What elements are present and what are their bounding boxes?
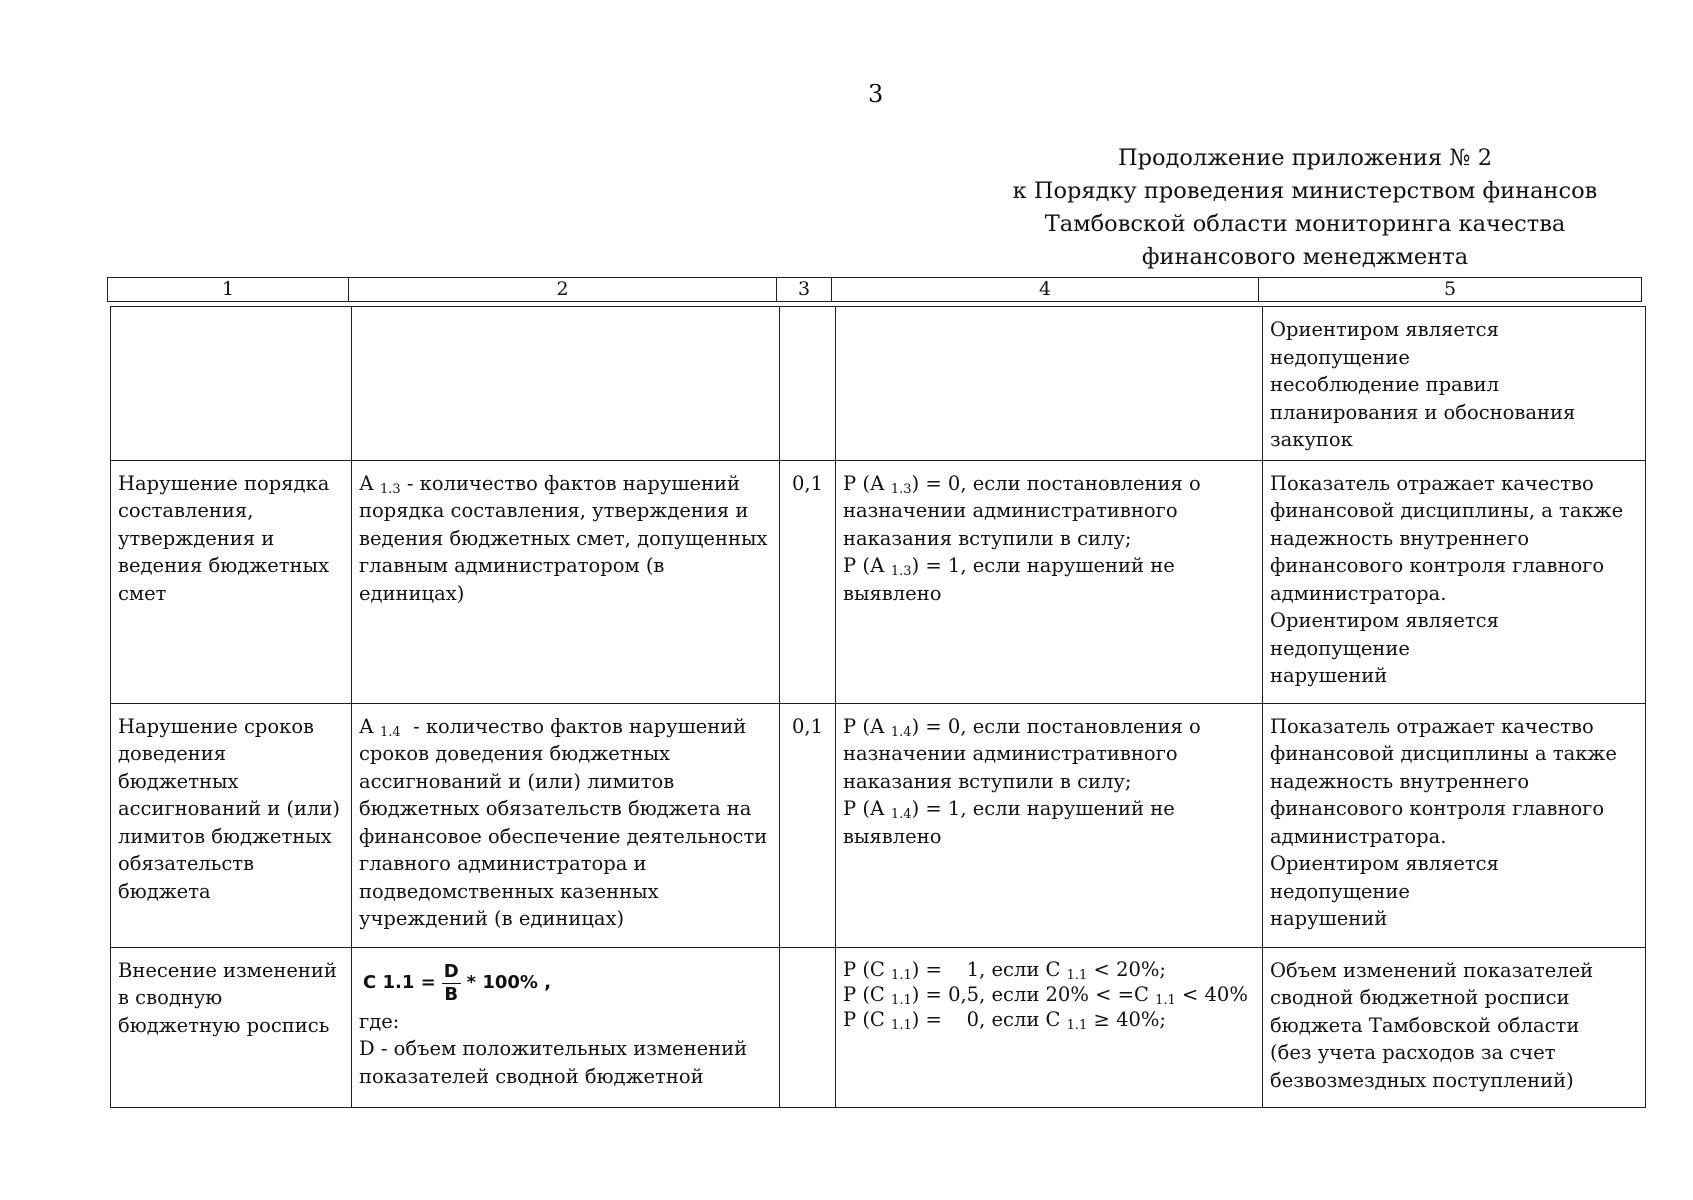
subscript: 1.1 — [891, 967, 912, 983]
calculation-line: D - объем положительных изменений — [359, 1037, 748, 1060]
weight-cell: 0,1 — [780, 460, 836, 703]
header-line: к Порядку проведения министерством финансов — [1012, 178, 1598, 204]
subscript: 1.4 — [890, 807, 912, 822]
scoring-cell — [836, 947, 1263, 1107]
comment-line: бюджета Тамбовской области — [1270, 1013, 1580, 1037]
column-number: 1 — [108, 278, 349, 302]
indicator-name-line: обязательств бюджета — [118, 852, 255, 903]
calculation-text: - количество фактов нарушений — [400, 714, 747, 738]
subscript: 1.3 — [890, 481, 912, 497]
calculation-cell — [352, 703, 780, 947]
scoring-line — [843, 957, 1255, 982]
scoring-line — [843, 795, 1255, 823]
comment-line: (без учета расходов за счет — [1270, 1041, 1556, 1064]
scoring-line: наказания вступили в силу; — [843, 769, 1132, 793]
comment-line: Ориентиром является недопущение — [1270, 318, 1499, 369]
table-row — [111, 307, 1646, 461]
comment-cell — [1263, 703, 1646, 947]
comment-line: администратора. — [1270, 824, 1447, 848]
table-row — [111, 460, 1646, 703]
weight-cell — [780, 307, 836, 461]
comment-line: финансового контроля главного — [1270, 554, 1605, 577]
calculation-line — [359, 470, 772, 498]
indicator-name-line: в сводную — [118, 986, 223, 1009]
subscript: 1.1 — [1066, 1017, 1088, 1033]
indicator-name-line: Нарушение порядка — [118, 471, 330, 495]
indicators-table — [110, 306, 1646, 1108]
subscript: 1.1 — [1155, 992, 1176, 1008]
indicator-name-cell — [111, 307, 352, 461]
indicator-name-line: бюджетных — [118, 769, 239, 793]
header-line: Тамбовской области мониторинга качества — [1044, 211, 1566, 237]
indicator-name-line: смет — [118, 581, 167, 605]
calculation-line: порядка составления, утверждения и — [359, 499, 749, 522]
column-number: 4 — [832, 278, 1259, 302]
weight-cell: 0,1 — [780, 703, 836, 947]
formula-rhs: * 100% , — [466, 972, 552, 994]
calculation-line: ассигнований и (или) лимитов — [359, 769, 675, 793]
scoring-text: Р (С — [843, 1007, 892, 1031]
scoring-cell — [836, 307, 1263, 461]
calculation-line: ведения бюджетных смет, допущенных — [359, 526, 768, 550]
calculation-line: финансовое обеспечение деятельности — [359, 824, 768, 848]
comment-line: безвозмездных поступлений) — [1270, 1068, 1574, 1092]
scoring-cell — [836, 703, 1263, 947]
scoring-text: ) = 1, если нарушений не — [911, 797, 1175, 820]
indicator-name-line: составления, — [118, 499, 254, 522]
scoring-line: назначении административного — [843, 499, 1178, 522]
scoring-cell — [836, 460, 1263, 703]
comment-line: Объем изменений показателей — [1270, 958, 1594, 982]
calculation-line: главным администратором (в единицах) — [359, 554, 665, 605]
indicator-name-line: ведения бюджетных — [118, 554, 330, 577]
comment-line: финансового контроля главного — [1270, 797, 1605, 820]
calculation-line: показателей сводной бюджетной — [359, 1064, 704, 1088]
calculation-line: сроков доведения бюджетных — [359, 742, 671, 765]
calculation-cell — [352, 307, 780, 461]
header-line: финансового менеджмента — [1141, 244, 1469, 270]
indicator-name-line: бюджетную роспись — [118, 1013, 330, 1037]
indicator-name-line: Внесение изменений — [118, 958, 337, 982]
table-row — [111, 703, 1646, 947]
scoring-text: < 20%; — [1087, 957, 1166, 981]
scoring-text: Р (С — [843, 957, 892, 981]
scoring-line: выявлено — [843, 581, 942, 605]
comment-line: закупок — [1270, 428, 1353, 451]
subscript: 1.1 — [891, 992, 912, 1008]
subscript: 1.4 — [890, 724, 912, 740]
comment-line: финансовой дисциплины, а также — [1270, 499, 1624, 522]
table-row — [111, 947, 1646, 1107]
scoring-text: ) = 1, если нарушений не — [911, 554, 1175, 577]
scoring-line — [843, 713, 1255, 741]
scoring-text: Р (А — [843, 471, 891, 495]
scoring-text: ) = 0,5, если 20% < =С — [911, 982, 1156, 1006]
scoring-line: выявлено — [843, 824, 942, 848]
header-line: Продолжение приложения № 2 — [1117, 145, 1493, 171]
indicator-name-cell — [111, 703, 352, 947]
scoring-text: ) = 0, если С — [911, 1007, 1067, 1031]
subscript: 1.3 — [890, 564, 912, 579]
column-number: 2 — [349, 278, 777, 302]
fraction-numerator: D — [443, 960, 459, 982]
comment-line: надежность внутреннего — [1270, 769, 1530, 793]
comment-line: сводной бюджетной росписи — [1270, 986, 1570, 1009]
fraction-denominator: B — [444, 983, 459, 1005]
comment-cell — [1263, 947, 1646, 1107]
formula-lhs: C 1.1 = — [363, 972, 436, 994]
variable-name: А — [359, 471, 374, 495]
indicator-name-line: доведения — [118, 742, 227, 765]
comment-line: Ориентиром является недопущение — [1270, 852, 1499, 903]
calculation-text: - количество фактов нарушений — [400, 471, 741, 495]
subscript: 1.1 — [1066, 967, 1088, 983]
column-number-row — [107, 277, 1642, 302]
comment-line: Показатель отражает качество — [1270, 471, 1594, 495]
column-number: 5 — [1259, 278, 1642, 302]
comment-line: Показатель отражает качество — [1270, 714, 1594, 738]
scoring-text: < 40% — [1175, 982, 1248, 1006]
scoring-line — [843, 552, 1255, 580]
scoring-text: Р (А — [843, 554, 891, 577]
fraction — [442, 961, 461, 1006]
variable-name: А — [359, 714, 374, 738]
comment-line: надежность внутреннего — [1270, 526, 1530, 550]
scoring-text: ≥ 40%; — [1087, 1007, 1166, 1031]
calculation-cell — [352, 460, 780, 703]
variable-subscript: 1.4 — [379, 724, 401, 740]
comment-line: финансовой дисциплины а также — [1270, 742, 1617, 765]
comment-cell — [1263, 460, 1646, 703]
comment-line: администратора. — [1270, 581, 1447, 605]
page-number: 3 — [868, 80, 884, 108]
calculation-line: бюджетных обязательств бюджета на — [359, 797, 752, 820]
indicator-name-cell — [111, 460, 352, 703]
scoring-line — [843, 470, 1255, 498]
comment-line: нарушений — [1270, 664, 1388, 687]
comment-line: несоблюдение правил — [1270, 373, 1500, 396]
comment-line: нарушений — [1270, 907, 1388, 930]
comment-line: планирования и обоснования — [1270, 400, 1576, 424]
scoring-text: Р (С — [843, 982, 892, 1006]
calculation-line: где: — [359, 1009, 400, 1033]
indicator-name-line: ассигнований и (или) — [118, 797, 341, 820]
indicator-name-line: Нарушение сроков — [118, 714, 315, 738]
subscript: 1.1 — [891, 1017, 912, 1033]
appendix-header — [985, 142, 1625, 274]
scoring-text: Р (А — [843, 714, 891, 738]
formula — [363, 961, 551, 1006]
scoring-text: ) = 1, если С — [911, 957, 1067, 981]
column-number: 3 — [777, 278, 832, 302]
variable-subscript: 1.3 — [379, 481, 401, 497]
indicator-name-cell — [111, 947, 352, 1107]
scoring-line: назначении административного — [843, 742, 1178, 765]
calculation-cell — [352, 947, 780, 1107]
comment-line: Ориентиром является недопущение — [1270, 609, 1499, 660]
weight-cell — [780, 947, 836, 1107]
comment-cell — [1263, 307, 1646, 461]
scoring-text: Р (А — [843, 797, 891, 820]
scoring-text: ) = 0, если постановления о — [911, 471, 1201, 495]
indicator-name-line: утверждения и — [118, 526, 275, 550]
scoring-text: ) = 0, если постановления о — [911, 714, 1201, 738]
calculation-line — [359, 713, 772, 741]
calculation-line: подведомственных казенных — [359, 879, 659, 903]
calculation-line: главного администратора и — [359, 852, 647, 875]
indicator-name-line: лимитов бюджетных — [118, 824, 332, 848]
scoring-line: наказания вступили в силу; — [843, 526, 1132, 550]
scoring-line — [843, 982, 1255, 1007]
calculation-line: учреждений (в единицах) — [359, 907, 625, 930]
scoring-line — [843, 1007, 1255, 1032]
